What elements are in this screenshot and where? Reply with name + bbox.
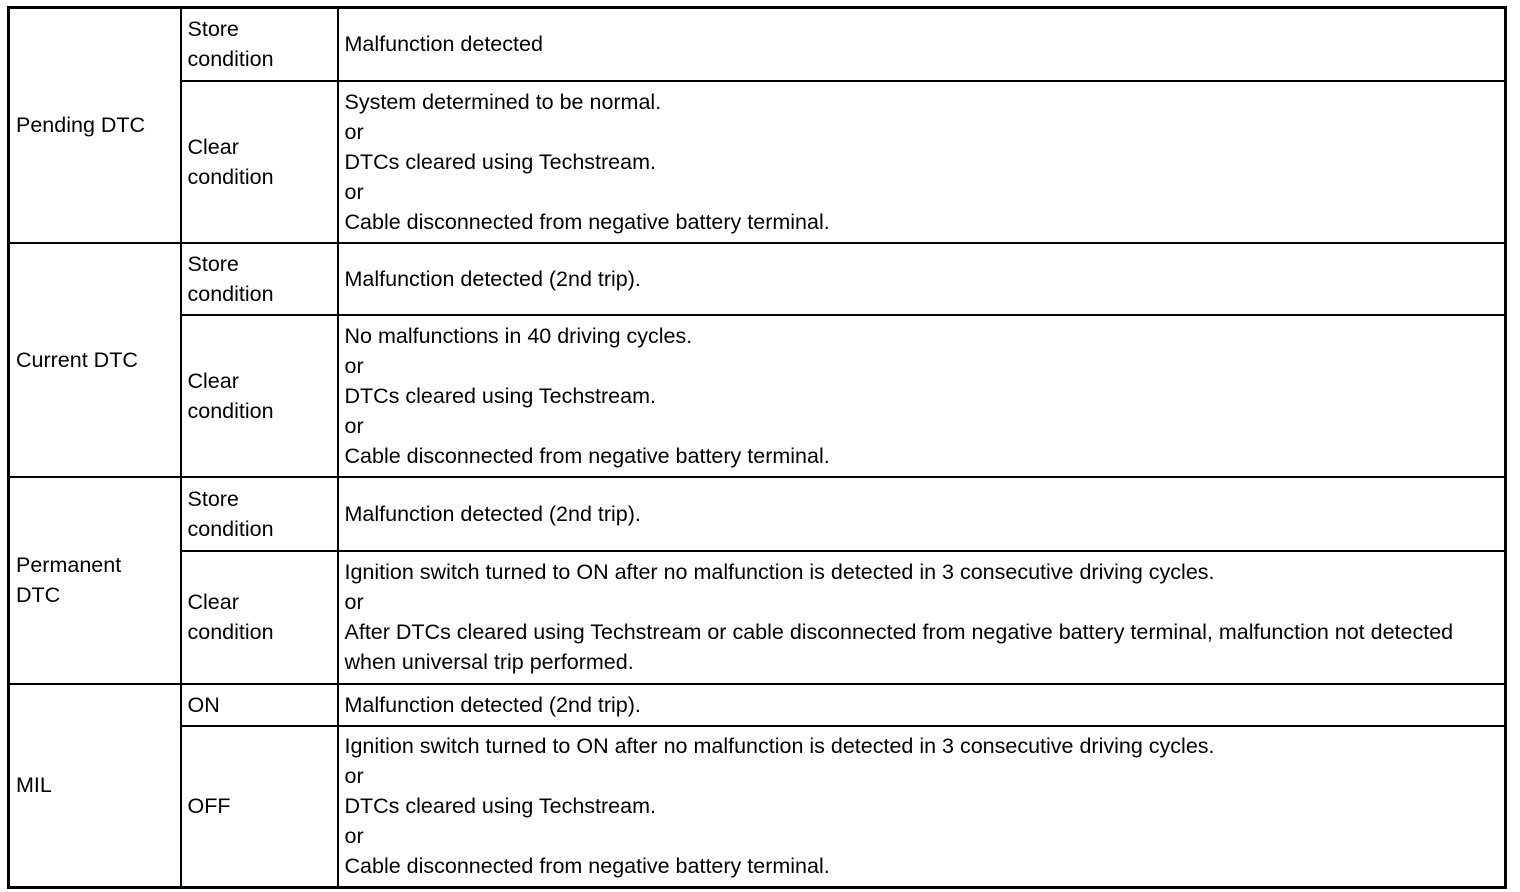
condition-line: Clear — [187, 134, 239, 159]
description-cell — [338, 551, 1506, 684]
description-line: Malfunction detected (2nd trip). — [344, 501, 641, 526]
description-line: or — [344, 764, 364, 789]
condition-cell — [181, 8, 338, 81]
description-cell — [338, 726, 1506, 888]
description-line: No malfunctions in 40 driving cycles. — [344, 323, 693, 348]
table-row — [9, 684, 1506, 726]
description-line: System determined to be normal. — [344, 89, 662, 114]
description-line: Ignition switch turned to ON after no malfunction is detected in 3 consecutive driving cycles. — [344, 734, 1215, 759]
group-label-line: MIL — [16, 773, 52, 798]
condition-line: condition — [187, 398, 274, 423]
table-row — [9, 243, 1506, 315]
condition-cell — [181, 684, 338, 726]
group-label-line: Current DTC — [16, 347, 138, 372]
condition-cell — [181, 477, 338, 551]
group-label-mil — [9, 684, 181, 888]
description-line: or — [344, 824, 364, 849]
description-line: Malfunction detected (2nd trip). — [344, 266, 641, 291]
table-row — [9, 477, 1506, 551]
description-line: Cable disconnected from negative battery terminal. — [344, 443, 830, 468]
condition-cell — [181, 81, 338, 243]
condition-line: condition — [187, 164, 274, 189]
condition-line: condition — [187, 281, 274, 306]
condition-cell — [181, 726, 338, 888]
group-label-permanent-dtc — [9, 477, 181, 684]
description-line: or — [344, 413, 364, 438]
table-row — [9, 726, 1506, 888]
description-line: or — [344, 590, 364, 614]
table-row — [9, 551, 1506, 684]
description-line: Cable disconnected from negative battery terminal. — [344, 854, 830, 879]
description-cell — [338, 315, 1506, 477]
condition-line: condition — [187, 620, 274, 644]
description-line: or — [344, 353, 364, 378]
condition-line: ON — [187, 692, 220, 717]
description-line: or — [344, 179, 364, 204]
group-label-line: Permanent — [16, 553, 122, 577]
description-cell — [338, 81, 1506, 243]
condition-line: Clear — [187, 368, 239, 393]
dtc-condition-table — [7, 6, 1507, 889]
description-line: DTCs cleared using Techstream. — [344, 794, 656, 819]
table-row — [9, 315, 1506, 477]
condition-line: OFF — [187, 794, 231, 819]
condition-line: Store — [187, 486, 239, 511]
condition-line: Store — [187, 17, 239, 42]
condition-line: Store — [187, 251, 239, 276]
condition-line: Clear — [187, 590, 239, 614]
description-line: Cable disconnected from negative battery terminal. — [344, 209, 830, 234]
description-line: After DTCs cleared using Techstream or cable disconnected from negative battery terminal, malfunction not detected when universal trip performed. — [344, 620, 1454, 674]
description-line: Malfunction detected — [344, 32, 543, 57]
group-label-current-dtc — [9, 243, 181, 477]
condition-cell — [181, 551, 338, 684]
description-line: DTCs cleared using Techstream. — [344, 149, 656, 174]
description-line: or — [344, 119, 364, 144]
group-label-line: DTC — [16, 583, 61, 607]
description-cell — [338, 477, 1506, 551]
condition-line: condition — [187, 516, 274, 541]
condition-cell — [181, 243, 338, 315]
description-cell — [338, 684, 1506, 726]
description-line: DTCs cleared using Techstream. — [344, 383, 656, 408]
description-cell — [338, 8, 1506, 81]
description-line: Malfunction detected (2nd trip). — [344, 692, 641, 717]
condition-line: condition — [187, 47, 274, 72]
table-row — [9, 8, 1506, 81]
group-label-pending-dtc — [9, 8, 181, 243]
description-line: Ignition switch turned to ON after no malfunction is detected in 3 consecutive driving cycles. — [344, 560, 1215, 584]
condition-cell — [181, 315, 338, 477]
description-cell — [338, 243, 1506, 315]
group-label-line: Pending DTC — [16, 113, 146, 138]
table-row — [9, 81, 1506, 243]
